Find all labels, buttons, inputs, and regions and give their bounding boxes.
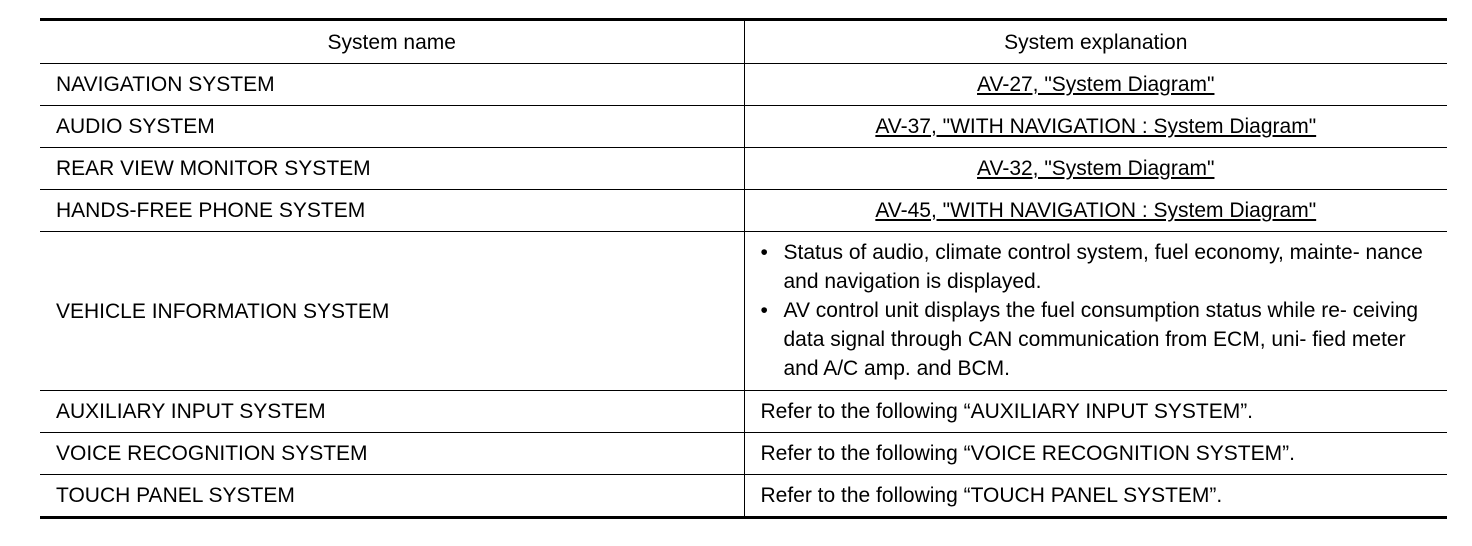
table-row bbox=[40, 190, 1447, 232]
system-explanation-cell: Refer to the following “AUXILIARY INPUT SYSTEM”. bbox=[744, 391, 1447, 433]
system-explanation-cell: Refer to the following “VOICE RECOGNITION SYSTEM”. bbox=[744, 433, 1447, 475]
bullet-item bbox=[761, 238, 1436, 296]
reference-link[interactable]: AV-37, "WITH NAVIGATION : System Diagram" bbox=[875, 115, 1317, 138]
table-row bbox=[40, 106, 1447, 148]
system-explanation-cell bbox=[744, 190, 1447, 232]
system-explanation-cell bbox=[744, 106, 1447, 148]
table-row bbox=[40, 433, 1447, 475]
table-header-row bbox=[40, 20, 1447, 64]
system-name-cell: AUDIO SYSTEM bbox=[40, 106, 744, 148]
system-explanation-cell bbox=[744, 148, 1447, 190]
system-name-cell: HANDS-FREE PHONE SYSTEM bbox=[40, 190, 744, 232]
system-name-cell: NAVIGATION SYSTEM bbox=[40, 64, 744, 106]
system-explanation-cell bbox=[744, 64, 1447, 106]
table-row bbox=[40, 475, 1447, 518]
header-system-name: System name bbox=[40, 20, 744, 64]
bullet-dot: • bbox=[760, 241, 768, 264]
system-name-cell: TOUCH PANEL SYSTEM bbox=[40, 475, 744, 518]
table-row bbox=[40, 391, 1447, 433]
system-name-cell: VEHICLE INFORMATION SYSTEM bbox=[40, 232, 744, 391]
bullet-text: Status of audio, climate control system, fuel economy, mainte- nance and navigation is displayed. bbox=[783, 241, 1423, 293]
table-row bbox=[40, 232, 1447, 391]
system-name-cell: REAR VIEW MONITOR SYSTEM bbox=[40, 148, 744, 190]
bullet-text: AV control unit displays the fuel consumption status while re- ceiving data signal through CAN communication from ECM, uni- fied meter and A/C amp. and BCM. bbox=[783, 299, 1419, 380]
header-system-explanation: System explanation bbox=[744, 20, 1447, 64]
reference-link[interactable]: AV-32, "System Diagram" bbox=[977, 157, 1215, 180]
system-name-cell: AUXILIARY INPUT SYSTEM bbox=[40, 391, 744, 433]
table-row bbox=[40, 148, 1447, 190]
system-explanation-cell: Refer to the following “TOUCH PANEL SYSTEM”. bbox=[744, 475, 1447, 518]
system-table bbox=[40, 18, 1447, 519]
system-name-cell: VOICE RECOGNITION SYSTEM bbox=[40, 433, 744, 475]
reference-link[interactable]: AV-45, "WITH NAVIGATION : System Diagram" bbox=[875, 199, 1317, 222]
bullet-dot: • bbox=[760, 299, 768, 322]
reference-link[interactable]: AV-27, "System Diagram" bbox=[977, 73, 1215, 96]
table-row bbox=[40, 64, 1447, 106]
bullet-item bbox=[761, 296, 1436, 383]
bullet-list bbox=[761, 238, 1436, 383]
system-explanation-cell bbox=[744, 232, 1447, 391]
